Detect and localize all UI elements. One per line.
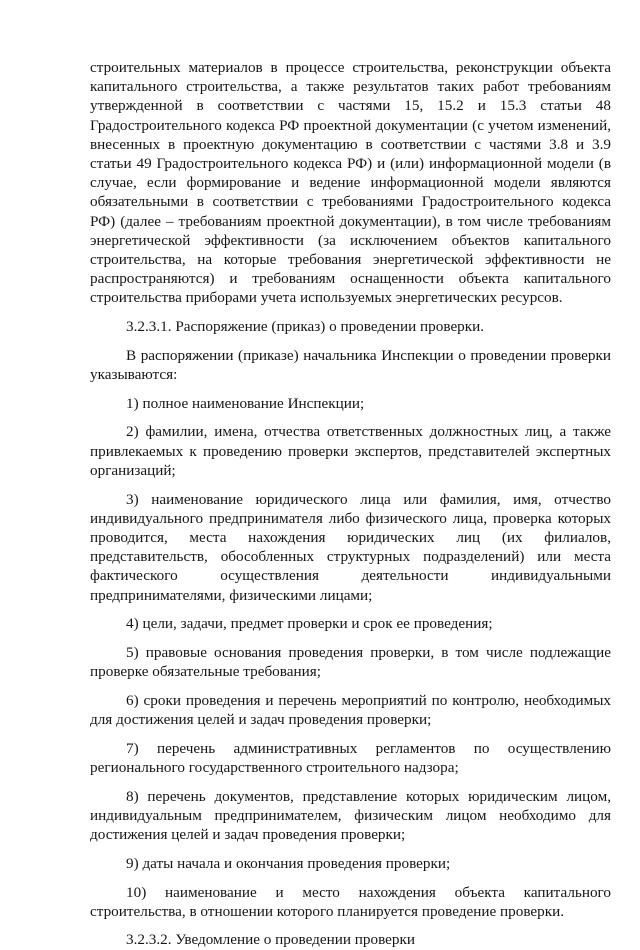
list-item: 9) даты начала и окончания проведения проверки;	[126, 854, 451, 872]
section-heading-notice: 3.2.3.2. Уведомление о проведении проверки	[126, 931, 415, 949]
list-item: 5) правовые основания проведения проверки, в том числе подлежащие проверке обязательные требования;	[90, 643, 611, 681]
list-item: 4) цели, задачи, предмет проверки и срок ее проведения;	[126, 615, 493, 633]
list-item: 6) сроки проведения и перечень мероприятий по контролю, необходимых для достижения целей и задач проведения проверки;	[90, 691, 611, 729]
list-item: 3) наименование юридического лица или фамилия, имя, отчество индивидуального предпринимателя либо физического лица, проверка которых проводится, места нахождения юридических лиц (их филиалов, представительств, обособленных структурных подразделений) или места фактического осуществления деятельности индивидуальными предпринимателями, физическими лицами;	[90, 490, 611, 604]
order-intro-paragraph: В распоряжении (приказе) начальника Инспекции о проведении проверки указываются:	[90, 346, 611, 384]
section-heading-order: 3.2.3.1. Распоряжение (приказ) о проведении проверки.	[126, 318, 485, 336]
intro-paragraph: строительных материалов в процессе строительства, реконструкции объекта капитального строительства, а также результатов таких работ требованиям утвержденной в соответствии с частями 15, 15.2 и 15.3 статьи 48 Градостроительного кодекса РФ проектной документации (с учетом изменений, внесенных в проектную документацию в соответствии с частями 3.8 и 3.9 статьи 49 Градостроительного кодекса РФ) и (или) информационной модели (в случае, если формирование и ведение информационной модели являются обязательными в соответствии с требованиями Градостроительного кодекса РФ) (далее – требованиям проектной документации), в том числе требованиям энергетической эффективности (за исключением объектов капитального строительства, на которые требования энергетической эффективности не распространяются) и требованиям оснащенности объекта капитального строительства приборами учета используемых энергетических ресурсов.	[90, 59, 611, 307]
list-item: 1) полное наименование Инспекции;	[126, 394, 365, 412]
list-item: 7) перечень административных регламентов по осуществлению регионального государственного строительного надзора;	[90, 739, 611, 776]
list-item: 8) перечень документов, представление которых юридическим лицом, индивидуальным предпринимателем, физическим лицом необходимо для достижения целей и задач проведения проверки;	[90, 787, 611, 844]
document-page	[90, 58, 611, 950]
list-item: 10) наименование и место нахождения объекта капитального строительства, в отношении которого планируется проведение проверки.	[90, 883, 611, 920]
list-item: 2) фамилии, имена, отчества ответственных должностных лиц, а также привлекаемых к проведению проверки экспертов, представителей экспертных организаций;	[90, 423, 611, 479]
